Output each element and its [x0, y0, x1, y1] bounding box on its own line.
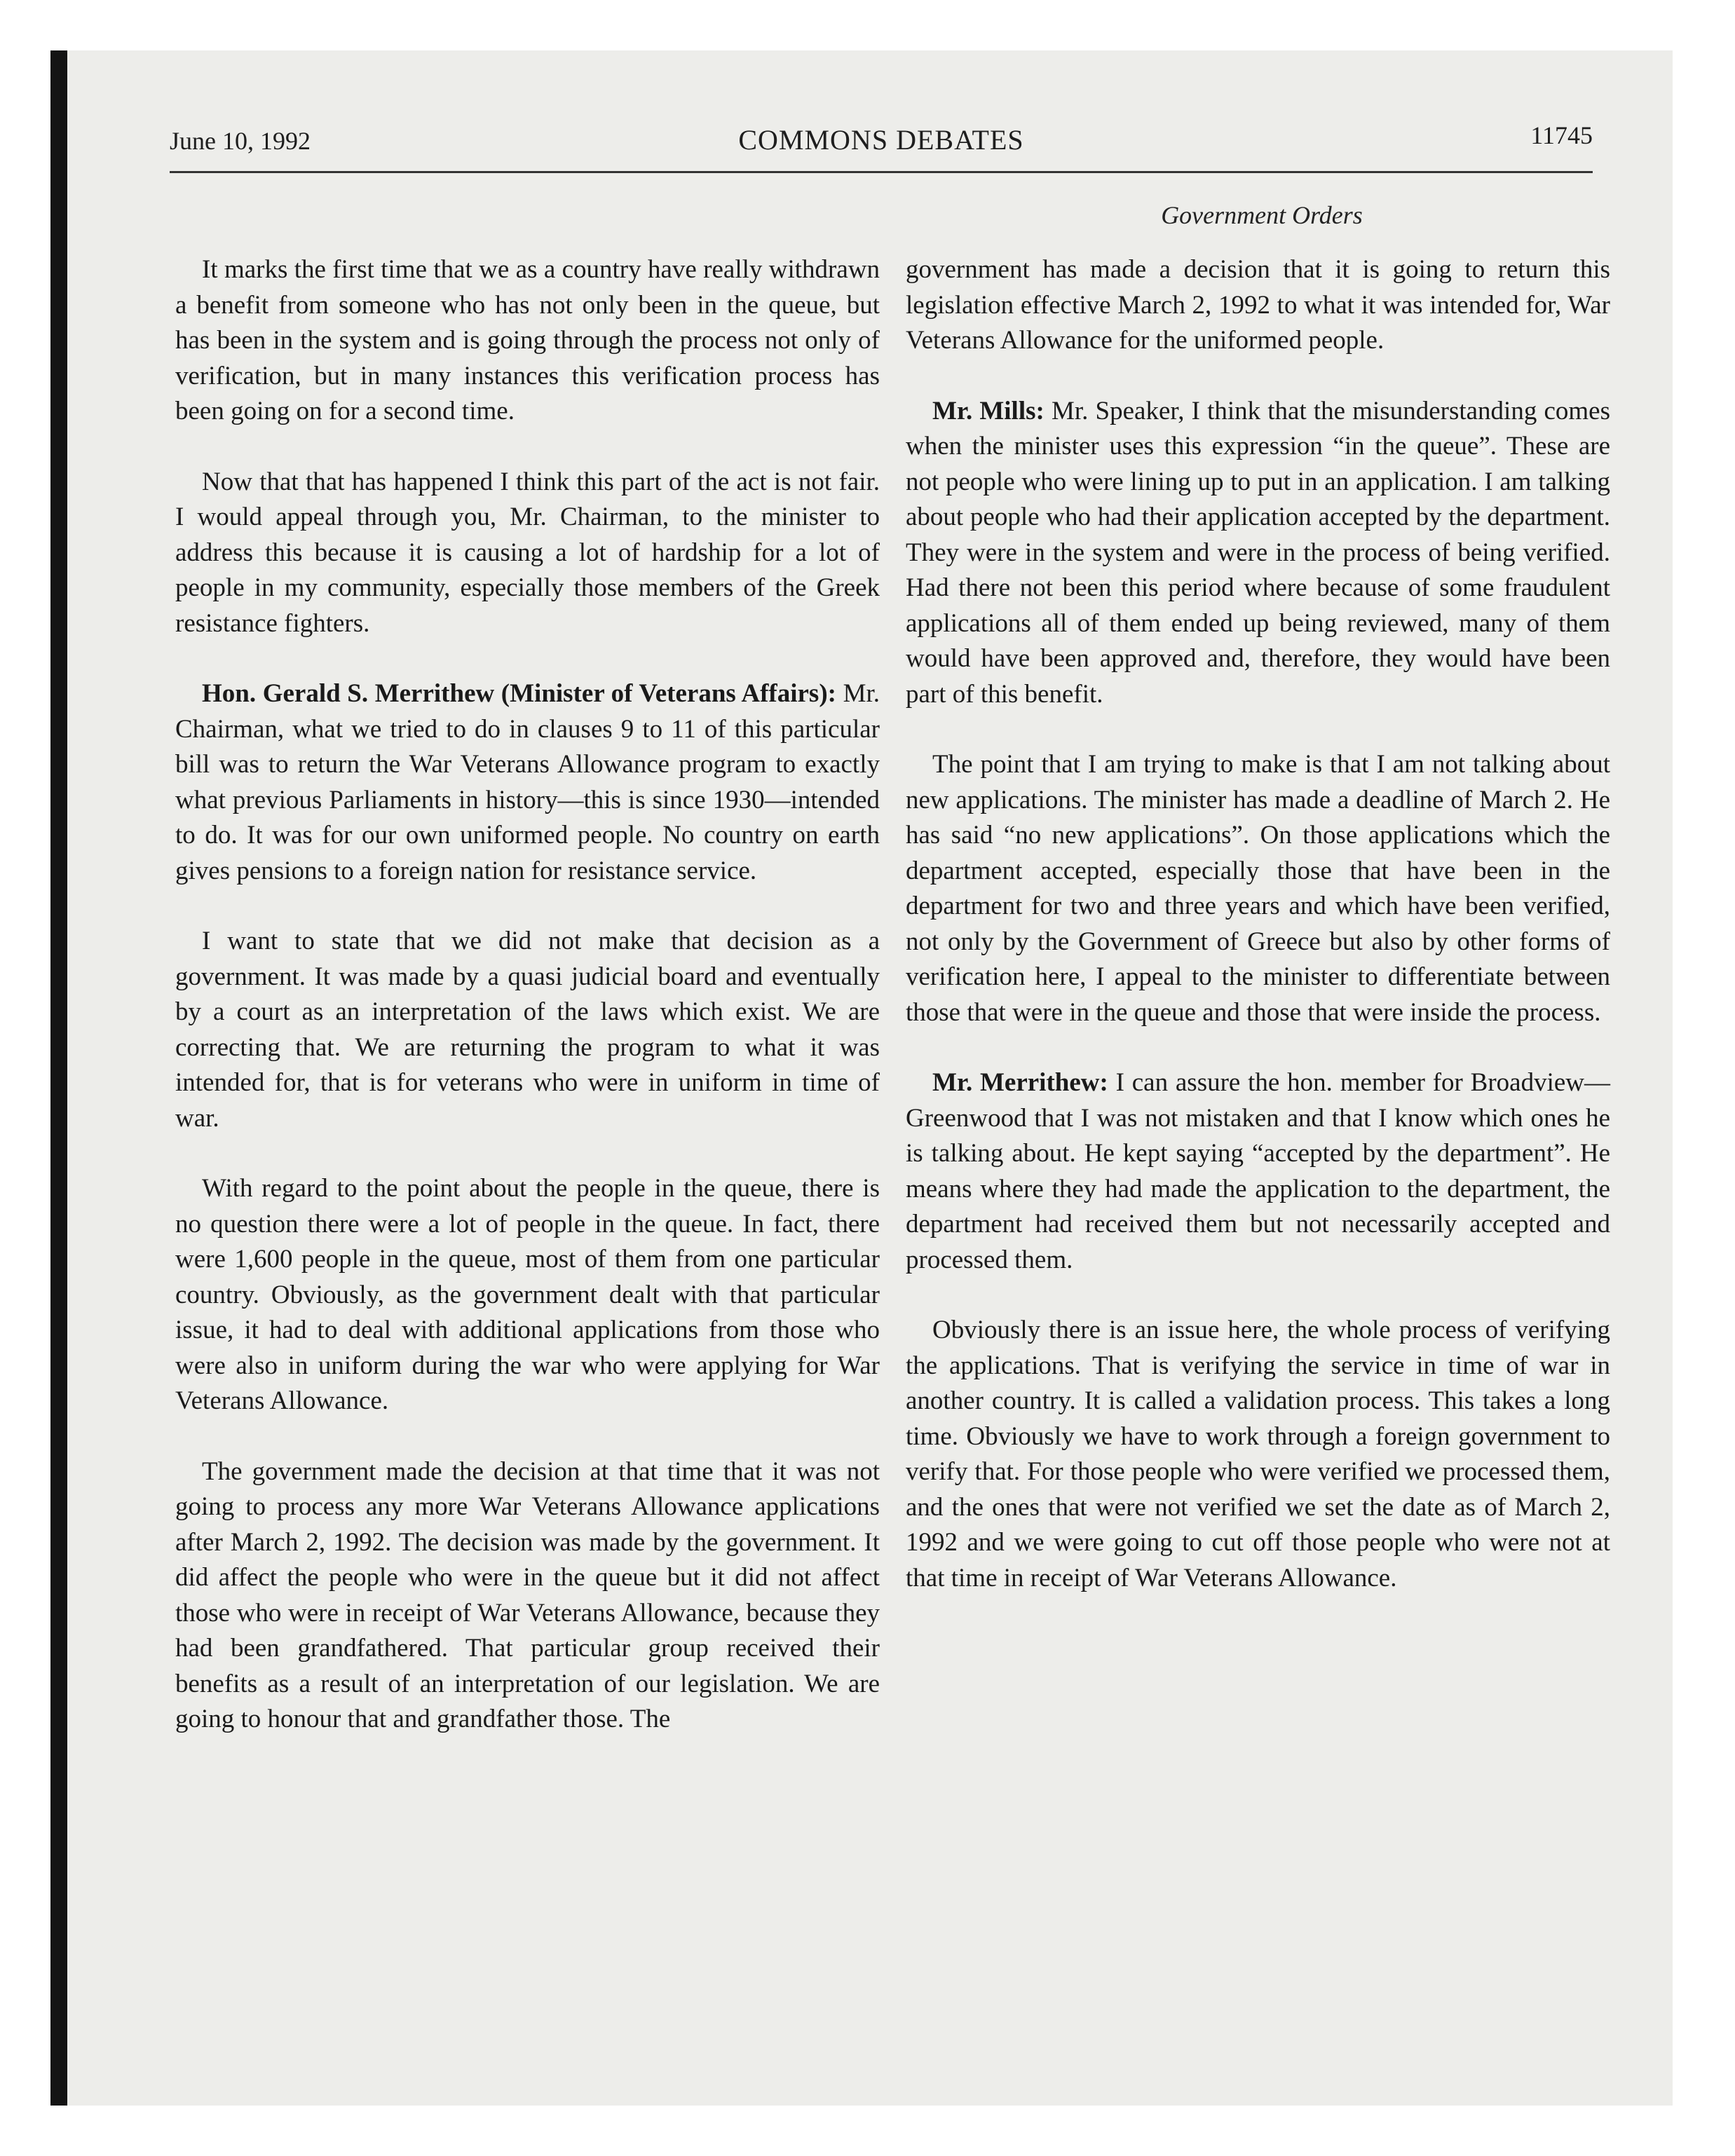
header-page-number: 11745 — [1530, 121, 1593, 149]
paragraph-text: Mr. Speaker, I think that the misunderstanding comes when the minister uses this expression “in the queue”. These are not people who were lining up to put in an application. I am talking about people who had their application accepted by the department. They were in the system and were in the process of being verified. Had there not been this period where because of some fraudulent applications all of them ended up being reviewed, many of them would have been approved and, therefore, they would have been part of this benefit. — [906, 396, 1610, 709]
paragraph — [175, 1171, 880, 1419]
paragraph-text: The government made the decision at that time that it was not going to process any more War Veterans Allowance applications after March 2, 1992. The decision was made by the government. It did affect the people who were in the queue but it did not affect those who were in receipt of War Veterans Allowance, because they had been grandfathered. That particular group received their benefits as a result of an interpretation of our legislation. We are going to honour that and grandfather those. The — [175, 1456, 880, 1733]
paragraph — [175, 676, 880, 889]
paragraph — [175, 1454, 880, 1738]
paragraph — [906, 394, 1610, 713]
paragraph-text: With regard to the point about the people in the queue, there is no question there were a lot of people in the queue. In fact, there were 1,600 people in the queue, most of them from one particular country. Obviously, as the government dealt with that particular issue, it had to deal with additional applications from those who were also in uniform during the war who were applying for War Veterans Allowance. — [175, 1174, 880, 1415]
paragraph-text: government has made a decision that it is going to return this legislation effective March 2, 1992 to what it was intended for, War Veterans Allowance for the uniformed people. — [906, 255, 1610, 355]
paragraph-text: Now that that has happened I think this part of the act is not fair. I would appeal through you, Mr. Chairman, to the minister to address this because it is causing a lot of hardship for a lot of people in my community, especially those members of the Greek resistance fighters. — [175, 467, 880, 638]
paragraph — [906, 1065, 1610, 1278]
paragraph — [906, 747, 1610, 1030]
right-column — [906, 252, 1610, 1631]
speaker-name: Mr. Mills: — [932, 396, 1045, 425]
paragraph — [175, 252, 880, 430]
paragraph-text: It marks the first time that we as a country have really withdrawn a benefit from someone who has not only been in the queue, but has been in the system and is going through the process not only of verification, but in many instances this verification process has been going on for a second time. — [175, 255, 880, 425]
page-header — [170, 121, 1593, 173]
paragraph — [175, 465, 880, 642]
paragraph — [175, 924, 880, 1136]
paragraph-text: I want to state that we did not make that decision as a government. It was made by a quasi judicial board and eventually by a court as an interpretation of the laws which exist. We are correcting that. We are returning the program to what it was intended for, that is for veterans who were in uniform in time of war. — [175, 927, 880, 1133]
paragraph — [906, 1313, 1610, 1596]
paragraph-text: Mr. Chairman, what we tried to do in clauses 9 to 11 of this particular bill was to return the War Veterans Allowance program to exactly what previous Parliaments in history—this is since 1930—intended to do. It was for our own uniformed people. No country on earth gives pensions to a foreign nation for resistance service. — [175, 679, 880, 885]
paragraph-text: I can assure the hon. member for Broadview—Greenwood that I was not mistaken and that I know which ones he is talking about. He kept saying “accepted by the department”. He means where they had made the application to the department, the department had received them but not necessarily accepted and processed them. — [906, 1068, 1610, 1274]
paragraph-text: The point that I am trying to make is that I am not talking about new applications. The minister has made a deadline of March 2. He has said “no new applications”. On those applications which the department accepted, especially those that have been in the department for two and three years and which have been verified, not only by the Government of Greece but also by other forms of verification here, I appeal to the minister to differentiate between those that were in the queue and those that were inside the process. — [906, 750, 1610, 1027]
speaker-name: Mr. Merrithew: — [932, 1068, 1108, 1097]
paragraph — [906, 252, 1610, 359]
section-title: Government Orders — [1161, 201, 1363, 229]
header-date: June 10, 1992 — [170, 127, 311, 155]
left-column — [175, 252, 880, 1773]
speaker-name: Hon. Gerald S. Merrithew (Minister of Veterans Affairs): — [202, 679, 836, 708]
paragraph-text: Obviously there is an issue here, the whole process of verifying the applications. That is verifying the service in time of war in another country. It is called a validation process. This takes a long time. Obviously we have to work through a foreign government to verify that. For those people who were verified we processed them, and the ones that were not verified we set the date as of March 2, 1992 and we were going to cut off those people who were not at that time in receipt of War Veterans Allowance. — [906, 1316, 1610, 1592]
header-journal-title: COMMONS DEBATES — [738, 124, 1024, 156]
scan-edge-border — [50, 50, 67, 2106]
